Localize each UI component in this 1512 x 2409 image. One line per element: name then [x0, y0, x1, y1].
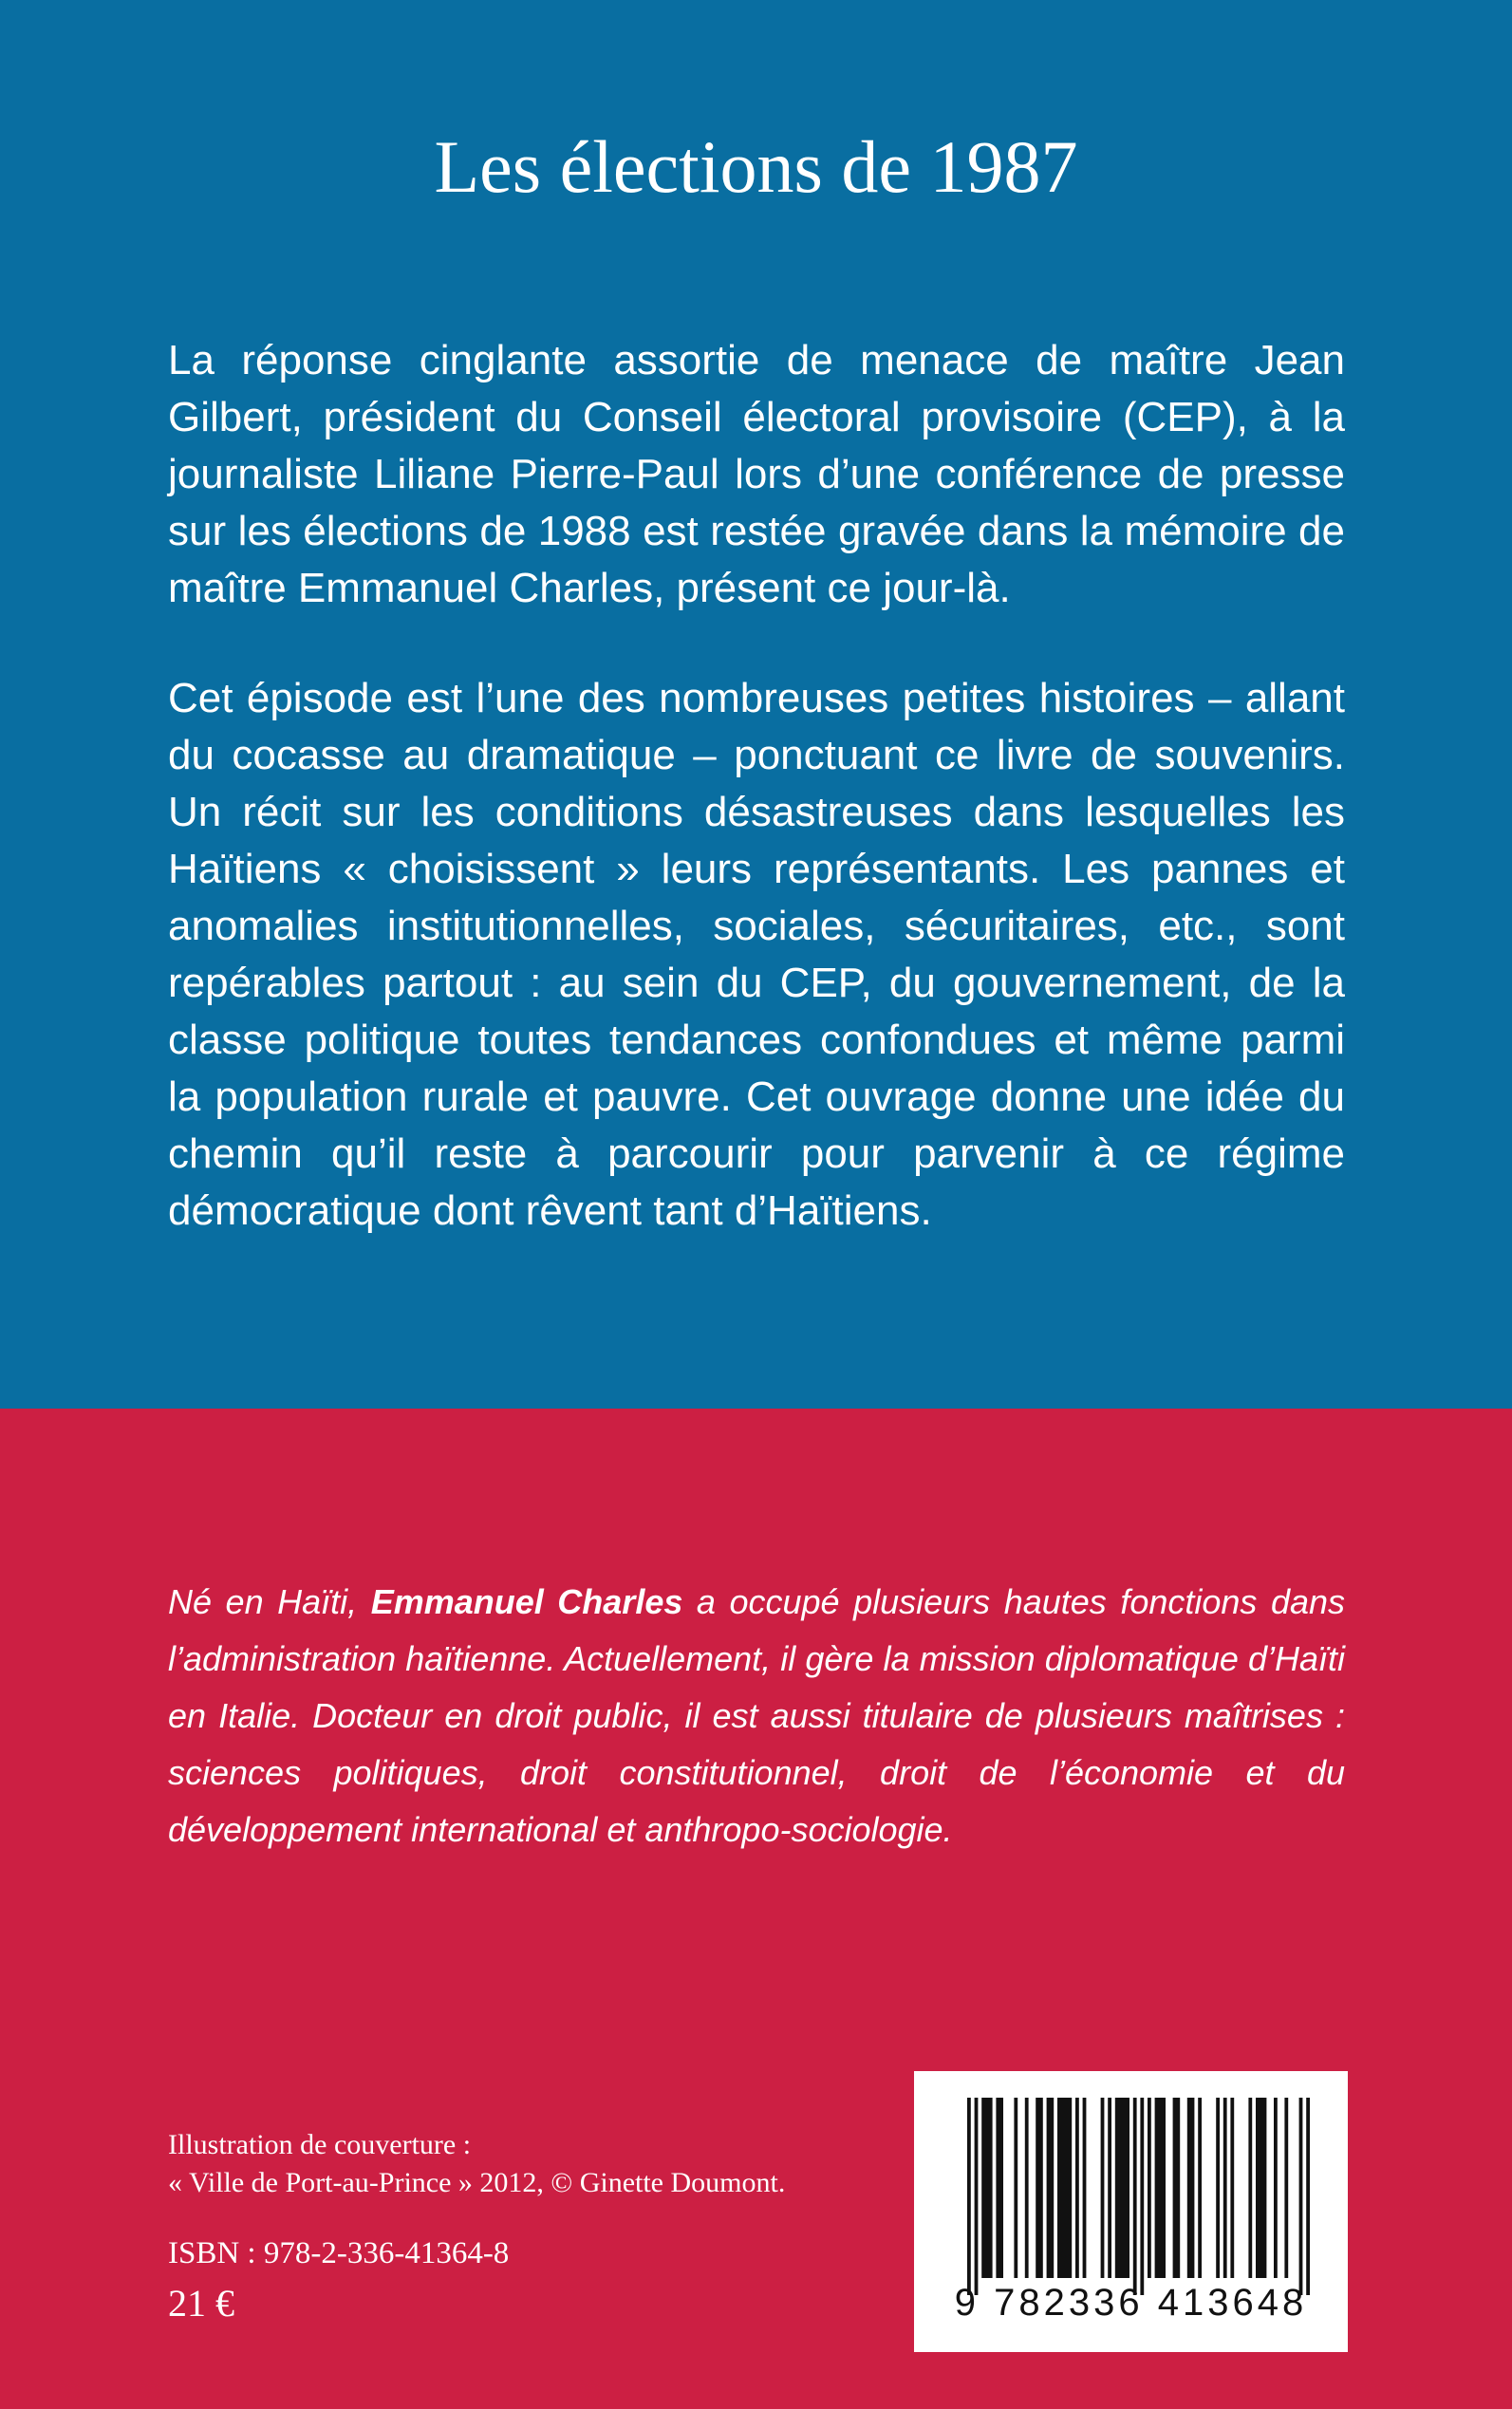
barcode-bar: [1075, 2098, 1079, 2278]
barcode-bar: [967, 2098, 971, 2295]
barcode-bar: [1057, 2098, 1072, 2278]
barcode-bar: [1115, 2098, 1129, 2278]
book-title: Les élections de 1987: [434, 125, 1078, 208]
barcode-bar: [1248, 2098, 1252, 2278]
barcode-bar: [1173, 2098, 1181, 2278]
barcode-digits: 9 782336 413648: [954, 2282, 1308, 2324]
barcode: [914, 2071, 1348, 2352]
bio-text: a occupé plusieurs hautes fonctions dans l’administration haïtienne. Actuellement, il gère la mission diplomatique d’Haïti en Italie. Docteur en droit public, il est aussi titulaire de plusieurs maîtrises : sciences politiques, droit constitutionnel, droit de l’économie et du développement international et anthropo-sociologie.: [168, 1582, 1346, 1849]
summary-paragraph-1: La réponse cinglante assortie de menace de maître Jean Gilbert, président du Conseil électoral provisoire (CEP), à la journaliste Liliane Pierre-Paul lors d’une conférence de presse sur les élections de 1988 est restée gravée dans la mémoire de maître Emmanuel Charles, présent ce jour-là.: [168, 337, 1345, 611]
barcode-bar: [981, 2098, 992, 2278]
barcode-bar: [1133, 2098, 1137, 2295]
barcode-bar: [1140, 2098, 1144, 2295]
barcode-bar: [1148, 2098, 1151, 2278]
barcode-bar: [1083, 2098, 1087, 2278]
credits-line-1: Illustration de couverture :: [168, 2129, 472, 2160]
barcode-bar: [1198, 2098, 1202, 2278]
barcode-bar: [1284, 2098, 1288, 2278]
barcode-bar: [1187, 2098, 1195, 2278]
price: 21 €: [168, 2282, 234, 2325]
barcode-bar: [975, 2098, 979, 2295]
barcode-bar: [1230, 2098, 1234, 2278]
barcode-bar: [1108, 2098, 1111, 2278]
author-name: Emmanuel Charles: [370, 1582, 683, 1621]
summary: [168, 332, 1345, 1240]
isbn: ISBN : 978-2-336-41364-8: [168, 2236, 510, 2270]
barcode-bar: [1306, 2098, 1310, 2295]
credits-line-2: « Ville de Port-au-Prince » 2012, © Ginette Doumont.: [168, 2167, 786, 2198]
barcode-bar: [1223, 2098, 1227, 2278]
barcode-bar: [1047, 2098, 1055, 2278]
barcode-bar: [1299, 2098, 1303, 2295]
summary-paragraph-2: Cet épisode est l’une des nombreuses petites histoires – allant du cocasse au dramatique – ponctuant ce livre de souvenirs. Un récit sur les conditions désastreuses dans lesquelles les Haïtiens « choisissent » leurs représentants. Les pannes et anomalies institutionnelles, sociales, sécuritaires, etc., sont repérables partout : au sein du CEP, du gouvernement, de la classe politique toutes tendances confondues et même parmi la population rurale et pauvre. Cet ouvrage donne une idée du chemin qu’il reste à parcourir pour parvenir à ce régime démocratique dont rêvent tant d’Haïtiens.: [168, 675, 1345, 1234]
barcode-bar: [1274, 2098, 1278, 2278]
barcode-bar: [1036, 2098, 1043, 2278]
barcode-bar: [1155, 2098, 1166, 2278]
barcode-bar: [1216, 2098, 1220, 2278]
bio-prefix: Né en Haïti,: [168, 1582, 371, 1621]
cover-credits: [168, 2126, 785, 2202]
barcode-bar: [1025, 2098, 1029, 2278]
author-bio: [168, 1574, 1345, 1858]
barcode-bar: [996, 2098, 1003, 2278]
barcode-bar: [1014, 2098, 1017, 2278]
barcode-bar: [1256, 2098, 1266, 2278]
barcode-bar: [1101, 2098, 1105, 2278]
